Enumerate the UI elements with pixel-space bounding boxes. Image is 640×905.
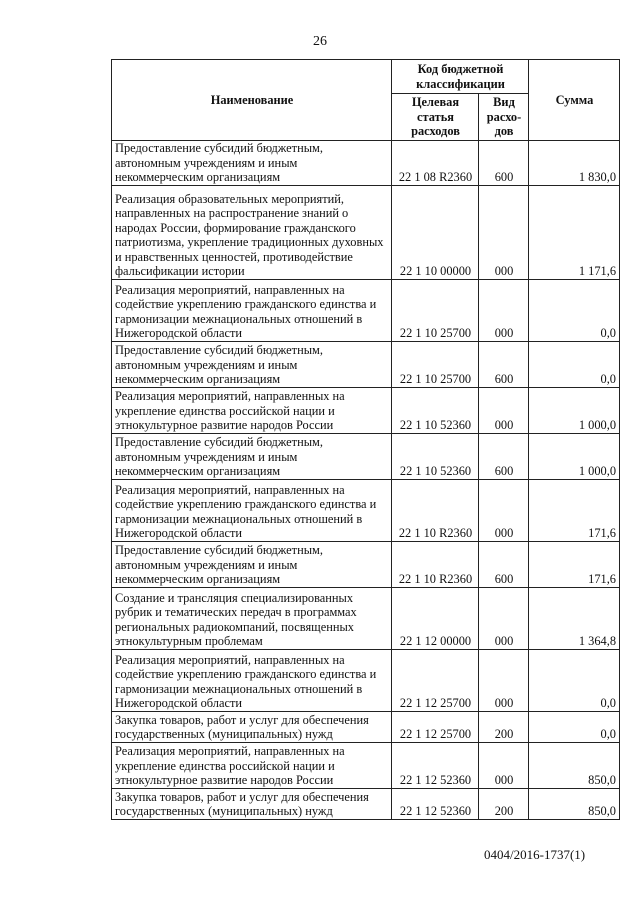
row-name: Предоставление субсидий бюджетным, автономным учреждениям и иным некоммерческим организациям (112, 541, 392, 587)
row-sum: 171,6 (529, 479, 620, 541)
row-sum: 171,6 (529, 541, 620, 587)
row-expense-type: 000 (479, 587, 529, 649)
budget-classification-table (111, 59, 620, 820)
row-target-article: 22 1 12 25700 (392, 649, 479, 711)
table-row (112, 742, 620, 788)
table-row (112, 185, 620, 279)
row-target-article: 22 1 08 R2360 (392, 141, 479, 186)
row-expense-type: 000 (479, 185, 529, 279)
header-sum: Сумма (529, 60, 620, 141)
row-target-article: 22 1 10 52360 (392, 387, 479, 433)
table-row (112, 479, 620, 541)
row-expense-type: 000 (479, 742, 529, 788)
row-sum: 0,0 (529, 279, 620, 341)
row-target-article: 22 1 10 R2360 (392, 479, 479, 541)
table-row (112, 788, 620, 819)
row-sum: 850,0 (529, 742, 620, 788)
row-sum: 1 171,6 (529, 185, 620, 279)
table-row (112, 711, 620, 742)
row-name: Закупка товаров, работ и услуг для обеспечения государственных (муниципальных) нужд (112, 788, 392, 819)
row-target-article: 22 1 10 25700 (392, 341, 479, 387)
table-row (112, 541, 620, 587)
row-name: Предоставление субсидий бюджетным, автономным учреждениям и иным некоммерческим организациям (112, 141, 392, 186)
table-row (112, 649, 620, 711)
row-target-article: 22 1 12 25700 (392, 711, 479, 742)
table-row (112, 433, 620, 479)
row-target-article: 22 1 10 00000 (392, 185, 479, 279)
header-budget-code: Код бюджетной классификации (392, 60, 529, 94)
row-expense-type: 000 (479, 479, 529, 541)
row-name: Реализация мероприятий, направленных на укрепление единства российской нации и этнокультурное развитие народов России (112, 387, 392, 433)
row-expense-type: 000 (479, 279, 529, 341)
row-target-article: 22 1 12 52360 (392, 788, 479, 819)
page-number: 26 (313, 34, 327, 49)
row-sum: 0,0 (529, 649, 620, 711)
table-row (112, 387, 620, 433)
row-expense-type: 000 (479, 649, 529, 711)
row-name: Реализация мероприятий, направленных на содействие укреплению гражданского единства и гармонизации межнациональных отношений в Нижегородской области (112, 279, 392, 341)
row-name: Реализация образовательных мероприятий, направленных на распространение знаний о народах России, формирование гражданского патриотизма, укрепление традиционных духовных и нравственных ценностей, противодействие фальсификации истории (112, 185, 392, 279)
row-expense-type: 600 (479, 341, 529, 387)
row-expense-type: 200 (479, 788, 529, 819)
row-expense-type: 600 (479, 541, 529, 587)
row-sum: 850,0 (529, 788, 620, 819)
table-body (112, 141, 620, 820)
row-name: Предоставление субсидий бюджетным, автономным учреждениям и иным некоммерческим организациям (112, 341, 392, 387)
row-name: Предоставление субсидий бюджетным, автономным учреждениям и иным некоммерческим организациям (112, 433, 392, 479)
row-expense-type: 000 (479, 387, 529, 433)
row-expense-type: 200 (479, 711, 529, 742)
table-row (112, 587, 620, 649)
row-expense-type: 600 (479, 433, 529, 479)
row-expense-type: 600 (479, 141, 529, 186)
row-sum: 1 830,0 (529, 141, 620, 186)
row-name: Закупка товаров, работ и услуг для обеспечения государственных (муниципальных) нужд (112, 711, 392, 742)
row-sum: 0,0 (529, 711, 620, 742)
table-row (112, 279, 620, 341)
table-row (112, 141, 620, 186)
row-name: Создание и трансляция специализированных рубрик и тематических передач в программах региональных радиокомпаний, посвященных этнокультурным проблемам (112, 587, 392, 649)
row-target-article: 22 1 12 00000 (392, 587, 479, 649)
row-sum: 0,0 (529, 341, 620, 387)
row-name: Реализация мероприятий, направленных на содействие укреплению гражданского единства и гармонизации межнациональных отношений в Нижегородской области (112, 479, 392, 541)
row-target-article: 22 1 10 R2360 (392, 541, 479, 587)
row-name: Реализация мероприятий, направленных на содействие укреплению гражданского единства и гармонизации межнациональных отношений в Нижегородской области (112, 649, 392, 711)
row-name: Реализация мероприятий, направленных на укрепление единства российской нации и этнокультурное развитие народов России (112, 742, 392, 788)
header-expense-type: Вид расхо-дов (479, 94, 529, 141)
header-name: Наименование (112, 60, 392, 141)
row-target-article: 22 1 10 25700 (392, 279, 479, 341)
row-target-article: 22 1 12 52360 (392, 742, 479, 788)
document-code: 0404/2016-1737(1) (484, 847, 586, 862)
table-row (112, 341, 620, 387)
row-sum: 1 364,8 (529, 587, 620, 649)
header-target-article: Целевая статья расходов (392, 94, 479, 141)
row-target-article: 22 1 10 52360 (392, 433, 479, 479)
row-sum: 1 000,0 (529, 387, 620, 433)
row-sum: 1 000,0 (529, 433, 620, 479)
